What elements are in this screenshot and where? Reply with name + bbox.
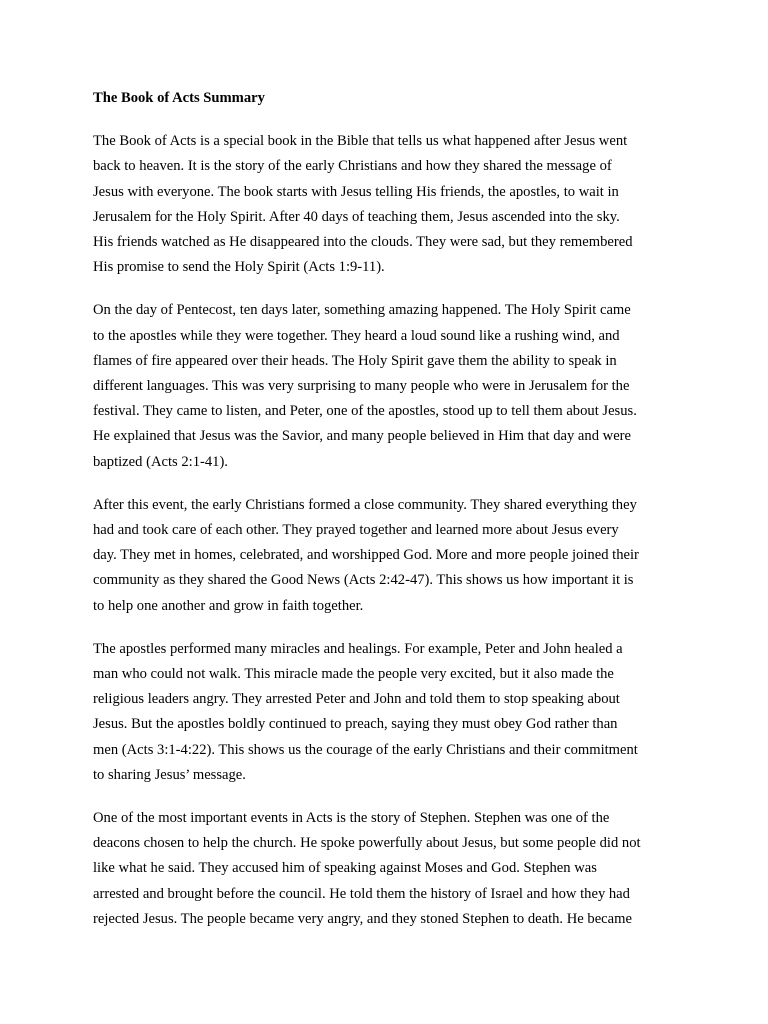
paragraph-line: festival. They came to listen, and Peter, one of the apostles, stood up to tell them about Jesus.	[93, 403, 637, 420]
paragraph-line: had and took care of each other. They prayed together and learned more about Jesus every	[93, 522, 619, 539]
paragraph-line: On the day of Pentecost, ten days later, something amazing happened. The Holy Spirit came	[93, 302, 631, 319]
paragraph-line: arrested and brought before the council. He told them the history of Israel and how they had	[93, 885, 630, 902]
paragraph-line: Jesus with everyone. The book starts with Jesus telling His friends, the apostles, to wait in	[93, 183, 619, 200]
paragraph-line: One of the most important events in Acts is the story of Stephen. Stephen was one of the	[93, 810, 610, 827]
paragraph-line: flames of fire appeared over their heads. The Holy Spirit gave them the ability to speak in	[93, 352, 617, 369]
paragraph-line: to help one another and grow in faith together.	[93, 597, 364, 614]
paragraph-line: like what he said. They accused him of speaking against Moses and God. Stephen was	[93, 860, 597, 877]
paragraph-line: men (Acts 3:1-4:22). This shows us the courage of the early Christians and their commitment	[93, 741, 638, 758]
paragraph-line: rejected Jesus. The people became very angry, and they stoned Stephen to death. He became	[93, 910, 632, 927]
paragraph-line: The Book of Acts is a special book in the Bible that tells us what happened after Jesus went	[93, 133, 628, 150]
paragraph-line: He explained that Jesus was the Savior, and many people believed in Him that day and were	[93, 428, 632, 445]
paragraph-line: religious leaders angry. They arrested Peter and John and told them to stop speaking about	[93, 691, 620, 708]
paragraph	[93, 637, 693, 788]
paragraph-line: The apostles performed many miracles and healings. For example, Peter and John healed a	[93, 640, 623, 657]
paragraph-line: Jesus. But the apostles boldly continued to preach, saying they must obey God rather than	[93, 716, 618, 733]
paragraph-line: back to heaven. It is the story of the early Christians and how they shared the message of	[93, 158, 612, 175]
paragraph-line: His friends watched as He disappeared into the clouds. They were sad, but they remembered	[93, 234, 633, 251]
paragraph-line: to sharing Jesus’ message.	[93, 766, 246, 783]
document-title: The Book of Acts Summary	[93, 90, 265, 106]
paragraph-line: to the apostles while they were together. They heard a loud sound like a rushing wind, and	[93, 327, 620, 344]
paragraph-line: Jerusalem for the Holy Spirit. After 40 days of teaching them, Jesus ascended into the sky.	[93, 208, 620, 225]
paragraph-line: day. They met in homes, celebrated, and worshipped God. More and more people joined their	[93, 547, 639, 564]
paragraph-line: community as they shared the Good News (Acts 2:42-47). This shows us how important it is	[93, 572, 634, 589]
paragraph-line: man who could not walk. This miracle made the people very excited, but it also made the	[93, 666, 614, 683]
paragraph	[93, 806, 693, 932]
paragraph	[93, 129, 693, 280]
document-body	[93, 129, 693, 932]
paragraph-line: His promise to send the Holy Spirit (Acts 1:9-11).	[93, 259, 385, 276]
paragraph-line: deacons chosen to help the church. He spoke powerfully about Jesus, but some people did not	[93, 835, 641, 852]
paragraph-line: different languages. This was very surprising to many people who were in Jerusalem for the	[93, 378, 630, 395]
paragraph	[93, 493, 693, 619]
paragraph	[93, 298, 693, 474]
paragraph-line: baptized (Acts 2:1-41).	[93, 453, 228, 470]
paragraph-line: After this event, the early Christians formed a close community. They shared everything they	[93, 496, 637, 513]
document-page	[93, 86, 693, 950]
